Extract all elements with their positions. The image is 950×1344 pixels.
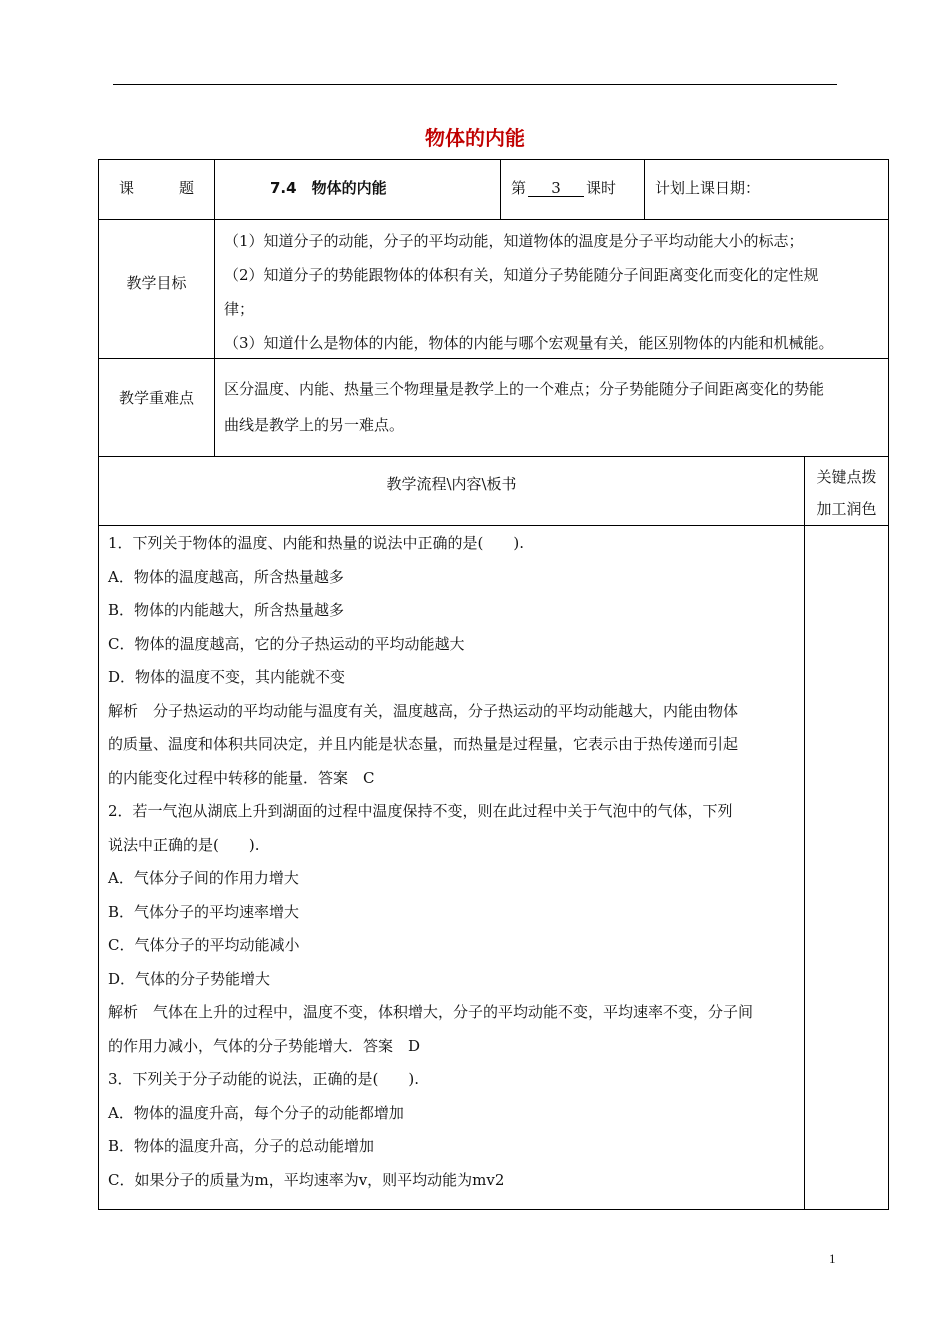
content-line: 说法中正确的是( ). xyxy=(108,835,260,854)
lesson-name: 7.4 物体的内能 xyxy=(270,179,387,197)
content-line: C．如果分子的质量为m，平均速率为v，则平均动能为mv2 xyxy=(108,1170,505,1189)
difficulties-text xyxy=(224,371,824,443)
content-line: 解析 分子热运动的平均动能与温度有关，温度越高，分子热运动的平均动能越大，内能由物体 xyxy=(108,701,739,720)
table-divider xyxy=(98,456,889,457)
objective-line: （2）知道分子的势能跟物体的体积有关，知道分子势能随分子间距离变化而变化的定性规 xyxy=(224,266,819,284)
objective-line: （3）知道什么是物体的内能，物体的内能与哪个宏观量有关，能区别物体的内能和机械能。 xyxy=(224,334,834,352)
content-line: D．气体的分子势能增大 xyxy=(108,969,271,988)
table-divider xyxy=(98,219,889,220)
content-line: 2．若一气泡从湖底上升到湖面的过程中温度保持不变，则在此过程中关于气泡中的气体，下列 xyxy=(108,802,733,820)
side-column-divider xyxy=(804,456,805,1210)
header-divider xyxy=(644,159,645,220)
difficulty-line: 曲线是教学上的另一难点。 xyxy=(224,416,405,434)
page-number: 1 xyxy=(829,1251,836,1266)
header-divider xyxy=(500,159,501,220)
table-divider xyxy=(98,525,889,526)
content-line: D．物体的温度不变，其内能就不变 xyxy=(108,668,346,686)
table-border-bottom xyxy=(98,1209,889,1210)
label-column-divider xyxy=(214,159,215,457)
side-header-line: 关键点拨 xyxy=(816,468,877,486)
header-rule xyxy=(113,84,837,85)
content-line: A．物体的温度升高，每个分子的动能都增加 xyxy=(108,1103,404,1122)
plan-date-label: 计划上课日期： xyxy=(655,179,761,197)
period-number: 3 xyxy=(528,180,584,197)
side-header-line: 加工润色 xyxy=(816,500,877,518)
content-line: C．气体分子的平均动能减小 xyxy=(108,936,300,954)
content-line: B．物体的内能越大，所含热量越多 xyxy=(108,601,345,619)
objective-line: （1）知道分子的动能，分子的平均动能，知道物体的温度是分子平均动能大小的标志； xyxy=(224,232,804,250)
content-line: 1．下列关于物体的温度、内能和热量的说法中正确的是( ). xyxy=(108,534,525,552)
period-suffix: 课时 xyxy=(586,179,617,197)
content-line: 解析 气体在上升的过程中，温度不变，体积增大，分子的平均动能不变，平均速率不变，分子间 xyxy=(108,1003,754,1021)
objectives-text xyxy=(224,224,834,360)
difficulties-label: 教学重难点 xyxy=(118,389,194,407)
table-border-top xyxy=(98,159,889,160)
content-line: 的内能变化过程中转移的能量．答案 C xyxy=(108,768,375,787)
table-border-right xyxy=(888,159,889,1210)
period-prefix: 第 xyxy=(511,179,527,197)
content-line: 3．下列关于分子动能的说法，正确的是( ). xyxy=(108,1070,420,1088)
content-line: 的作用力减小，气体的分子势能增大．答案 D xyxy=(108,1036,421,1055)
content-line: A．气体分子间的作用力增大 xyxy=(108,869,299,887)
difficulty-line: 区分温度、内能、热量三个物理量是教学上的一个难点；分子势能随分子间距离变化的势能 xyxy=(224,380,825,398)
content-body xyxy=(108,527,753,1197)
objective-line: 律； xyxy=(224,300,255,318)
course-label: 课 题 xyxy=(118,179,194,197)
table-border-left xyxy=(98,159,99,1210)
content-line: A．物体的温度越高，所含热量越多 xyxy=(108,567,344,586)
content-line: B．气体分子的平均速率增大 xyxy=(108,902,300,921)
objectives-label: 教学目标 xyxy=(126,274,187,292)
content-line: 的质量、温度和体积共同决定，并且内能是状态量，而热量是过程量，它表示由于热传递而引起 xyxy=(108,735,739,753)
content-line: C．物体的温度越高，它的分子热运动的平均动能越大 xyxy=(108,634,465,653)
flow-side-header xyxy=(805,461,888,525)
document-title: 物体的内能 xyxy=(425,126,525,150)
content-line: B．物体的温度升高，分子的总动能增加 xyxy=(108,1137,375,1155)
flow-header-label: 教学流程\内容\板书 xyxy=(386,475,517,493)
period-field xyxy=(511,178,616,198)
